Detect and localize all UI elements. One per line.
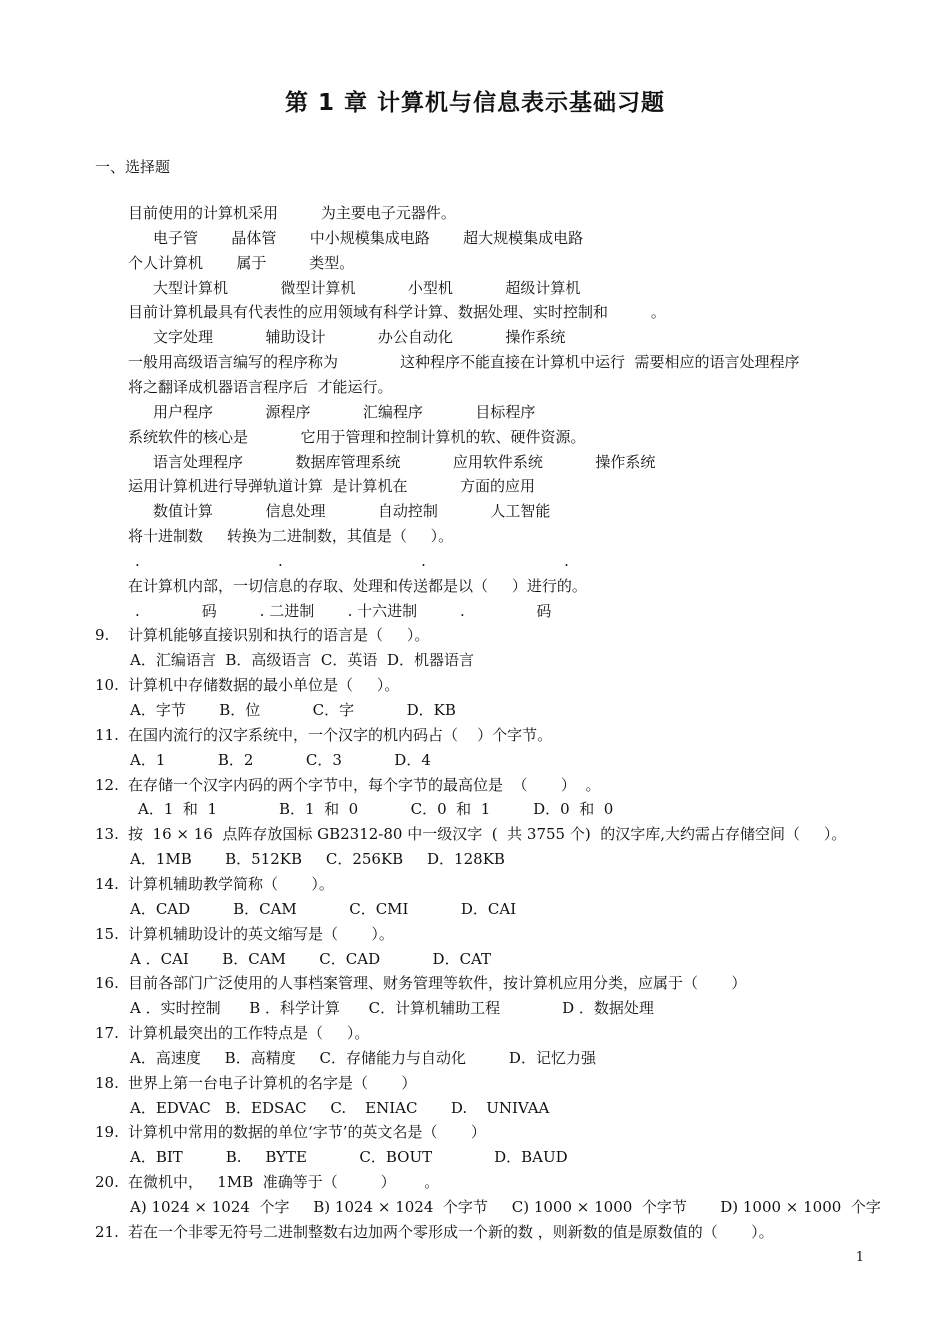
line-text: A．1 和 1 B．1 和 0 C．0 和 1 D．0 和 0 <box>138 800 614 819</box>
line-text: A．汇编语言 B．高级语言 C．英语 D．机器语言 <box>130 651 474 670</box>
line-text: A．1MB B．512KB C．256KB D．128KB <box>130 850 505 869</box>
line-text: 将之翻译成机器语言程序后 才能运行。 <box>128 377 393 396</box>
line-text: 电子管 晶体管 中小规模集成电路 超大规模集成电路 <box>153 228 584 247</box>
line-text: A) 1024 × 1024 个字 B) 1024 × 1024 个字节 C) 1000 × 1000 个字节 D) 1000 × 1000 个字 <box>130 1198 881 1216</box>
line-text: A．高速度 B．高精度 C．存储能力与自动化 D．记忆力强 <box>130 1048 596 1067</box>
question-text: 目前各部门广泛使用的人事档案管理、财务管理等软件，按计算机应用分类，应属于（ ） <box>128 974 747 993</box>
question-number: 17. <box>95 1024 119 1043</box>
line-text: A．CAD B．CAM C．CMI D．CAI <box>130 899 517 918</box>
line-text: A．字节 B．位 C．字 D．KB <box>130 701 456 719</box>
line-text: . . . . <box>135 551 569 570</box>
line-text: 用户程序 源程序 汇编程序 目标程序 <box>153 402 536 421</box>
question-text: 世界上第一台电子计算机的名字是（ ） <box>128 1073 417 1092</box>
question-number: 11. <box>95 725 119 744</box>
question-number: 9. <box>95 626 110 645</box>
question-text: 按 16 × 16 点阵存放国标 GB2312-80 中一级汉字 ( 共 3755 个) 的汉字库,大约需占存储空间（ ）。 <box>128 825 847 844</box>
document-title: 第 1 章 计算机与信息表示基础习题 <box>284 90 666 116</box>
line-text: 个人计算机 属于 类型。 <box>128 253 355 272</box>
question-text: 计算机最突出的工作特点是（ ）。 <box>128 1024 370 1043</box>
question-number: 15. <box>95 924 119 943</box>
section-heading: 一、选择题 <box>95 158 171 176</box>
line-text: A ．实时控制 B ．科学计算 C．计算机辅助工程 D ．数据处理 <box>130 999 654 1018</box>
line-text: A．BIT B. BYTE C．BOUT D．BAUD <box>130 1148 568 1167</box>
line-text: A．EDVAC B．EDSAC C. ENIAC D. UNIVAA <box>130 1098 550 1117</box>
question-text: 若在一个非零无符号二进制整数右边加两个零形成一个新的数 ，则新数的值是原数值的（ ）。 <box>128 1222 774 1241</box>
question-number: 16. <box>95 974 119 993</box>
question-number: 20. <box>95 1173 119 1192</box>
question-number: 19. <box>95 1123 119 1142</box>
line-text: 运用计算机进行导弹轨道计算 是计算机在 方面的应用 <box>128 477 535 496</box>
question-text: 计算机中存储数据的最小单位是（ ）。 <box>128 676 400 695</box>
question-number: 12. <box>95 775 119 794</box>
question-text: 在国内流行的汉字系统中，一个汉字的机内码占（ ）个字节。 <box>128 725 553 744</box>
question-number: 13. <box>95 825 119 844</box>
line-text: 目前计算机最具有代表性的应用领域有科学计算、数据处理、实时控制和 。 <box>128 303 666 322</box>
line-text: 在计算机内部，一切信息的存取、处理和传送都是以（ ）进行的。 <box>128 576 587 595</box>
line-text: 目前使用的计算机采用 为主要电子元器件。 <box>128 204 456 222</box>
line-text: 一般用高级语言编写的程序称为 这种程序不能直接在计算机中运行 需要相应的语言处理程序 <box>128 353 800 372</box>
question-text: 计算机辅助教学简称（ ）。 <box>128 874 334 893</box>
line-text: 大型计算机 微型计算机 小型机 超级计算机 <box>153 278 581 297</box>
page-number: 1 <box>855 1250 864 1265</box>
line-text: 系统软件的核心是 它用于管理和控制计算机的软、硬件资源。 <box>128 427 586 446</box>
line-text: . 码 . 二进制 . 十六进制 . 码 <box>135 601 552 620</box>
question-number: 14. <box>95 874 119 893</box>
question-text: 计算机辅助设计的英文缩写是（ ）。 <box>128 924 394 943</box>
line-text: 文字处理 辅助设计 办公自动化 操作系统 <box>153 328 566 347</box>
question-text: 计算机能够直接识别和执行的语言是（ ）。 <box>128 626 430 645</box>
question-number: 10. <box>95 676 119 695</box>
question-number: 18. <box>95 1073 119 1092</box>
question-text: 在存储一个汉字内码的两个字节中，每个字节的最高位是 （ ） 。 <box>128 775 601 794</box>
line-text: A ．CAI B．CAM C．CAD D．CAT <box>130 949 492 968</box>
line-text: 将十进制数 转换为二进制数，其值是（ ）。 <box>128 527 454 546</box>
question-number: 21. <box>95 1222 119 1241</box>
question-text: 计算机中常用的数据的单位‘字节’的英文名是（ ） <box>128 1123 486 1142</box>
question-text: 在微机中， 1MB 准确等于（ ） 。 <box>128 1173 440 1192</box>
line-text: 语言处理程序 数据库管理系统 应用软件系统 操作系统 <box>153 452 656 471</box>
line-text: A．1 B．2 C．3 D．4 <box>130 750 431 769</box>
line-text: 数值计算 信息处理 自动控制 人工智能 <box>153 502 551 521</box>
